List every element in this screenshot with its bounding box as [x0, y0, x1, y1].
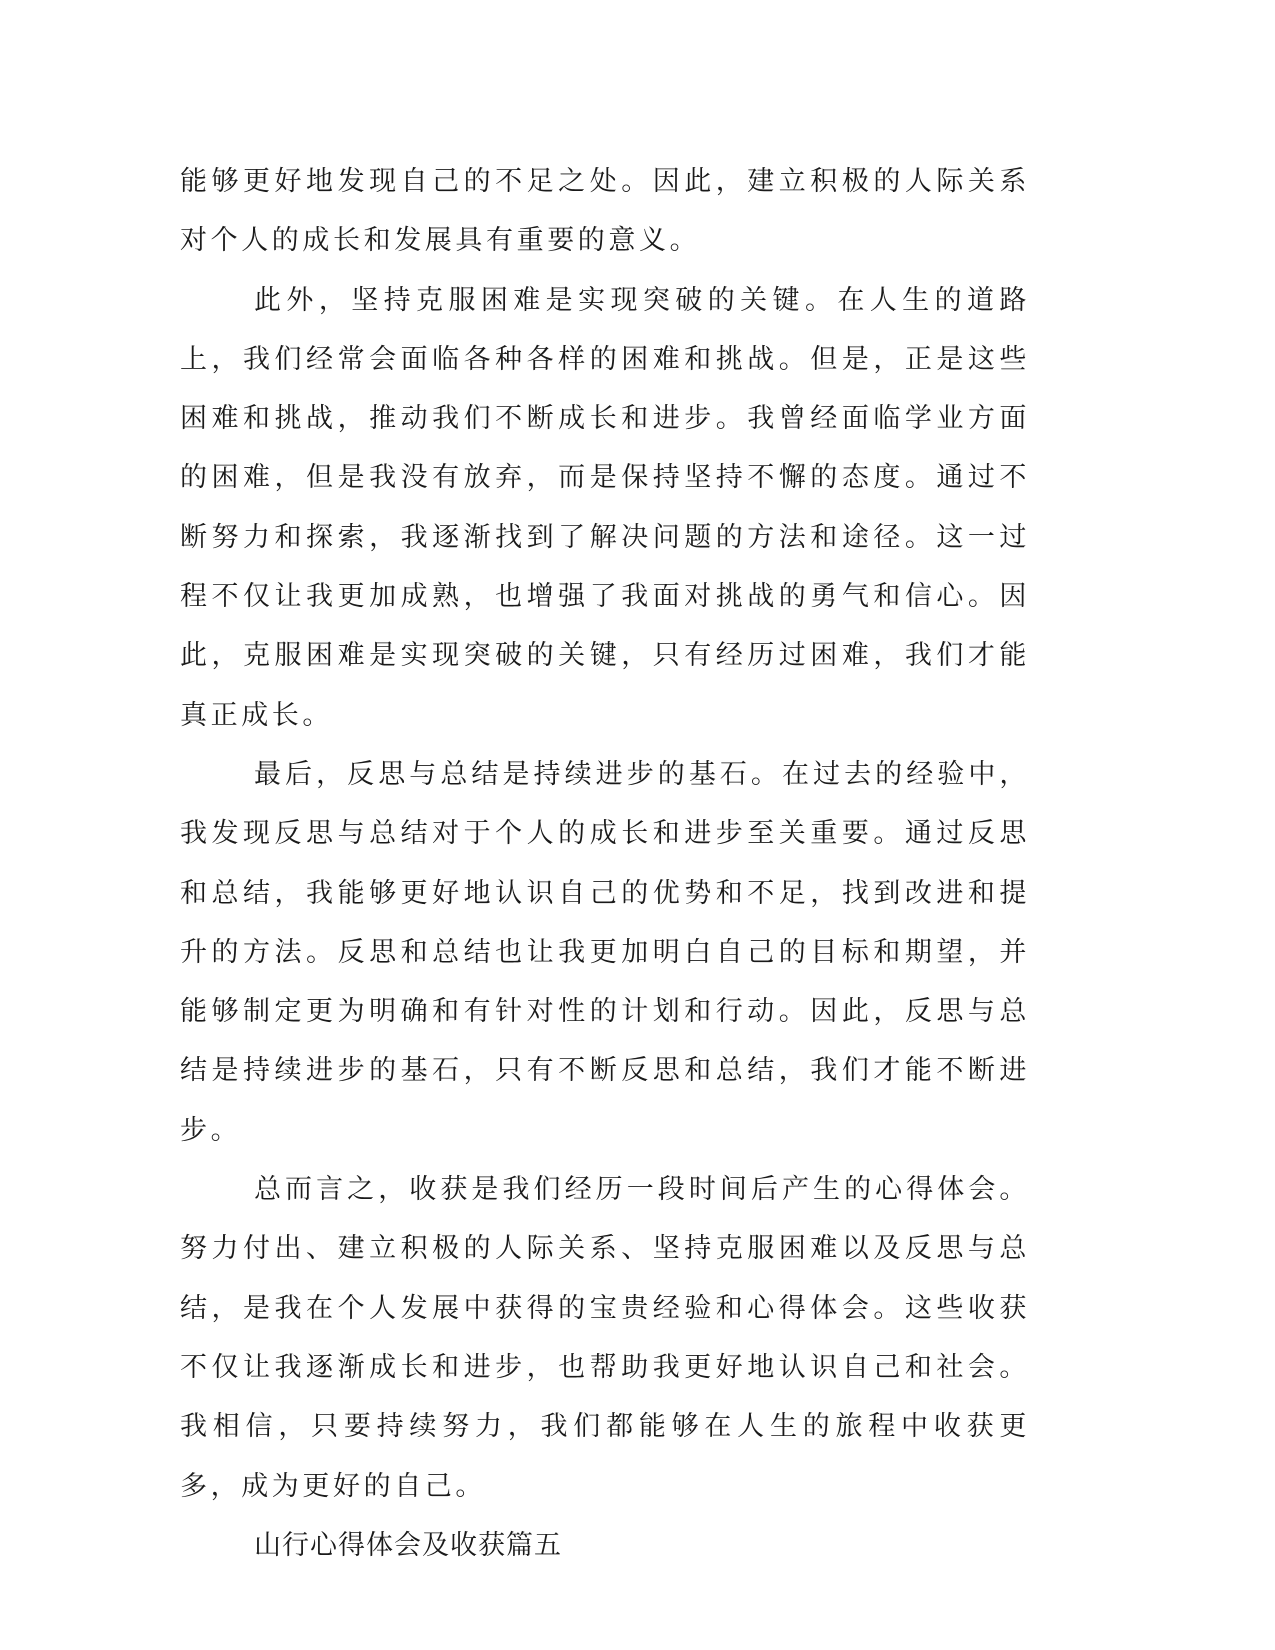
paragraph-overcoming-difficulties: 此外，坚持克服困难是实现突破的关键。在人生的道路上，我们经常会面临各种各样的困难和挑战。但是，正是这些困难和挑战，推动我们不断成长和进步。我曾经面临学业方面的困难，但是我没有放弃，而是保持坚持不懈的态度。通过不断努力和探索，我逐渐找到了解决问题的方法和途径。这一过程不仅让我更加成熟，也增强了我面对挑战的勇气和信心。因此，克服困难是实现突破的关键，只有经历过困难，我们才能真正成长。	[180, 284, 1030, 731]
section-heading: 山行心得体会及收获篇五	[254, 1529, 562, 1561]
paragraph-reflection-summary: 最后，反思与总结是持续进步的基石。在过去的经验中，我发现反思与总结对于个人的成长和进步至关重要。通过反思和总结，我能够更好地认识自己的优势和不足，找到改进和提升的方法。反思和总结也让我更加明白自己的目标和期望，并能够制定更为明确和有针对性的计划和行动。因此，反思与总结是持续进步的基石，只有不断反思和总结，我们才能不断进步。	[180, 758, 1030, 1146]
document-body	[180, 152, 1030, 1575]
paragraph-conclusion: 总而言之，收获是我们经历一段时间后产生的心得体会。努力付出、建立积极的人际关系、坚持克服困难以及反思与总结，是我在个人发展中获得的宝贵经验和心得体会。这些收获不仅让我逐渐成长和进步，也帮助我更好地认识自己和社会。我相信，只要持续努力，我们都能够在人生的旅程中收获更多，成为更好的自己。	[180, 1174, 1030, 1502]
paragraph-continuation: 能够更好地发现自己的不足之处。因此，建立积极的人际关系对个人的成长和发展具有重要的意义。	[180, 166, 1030, 257]
